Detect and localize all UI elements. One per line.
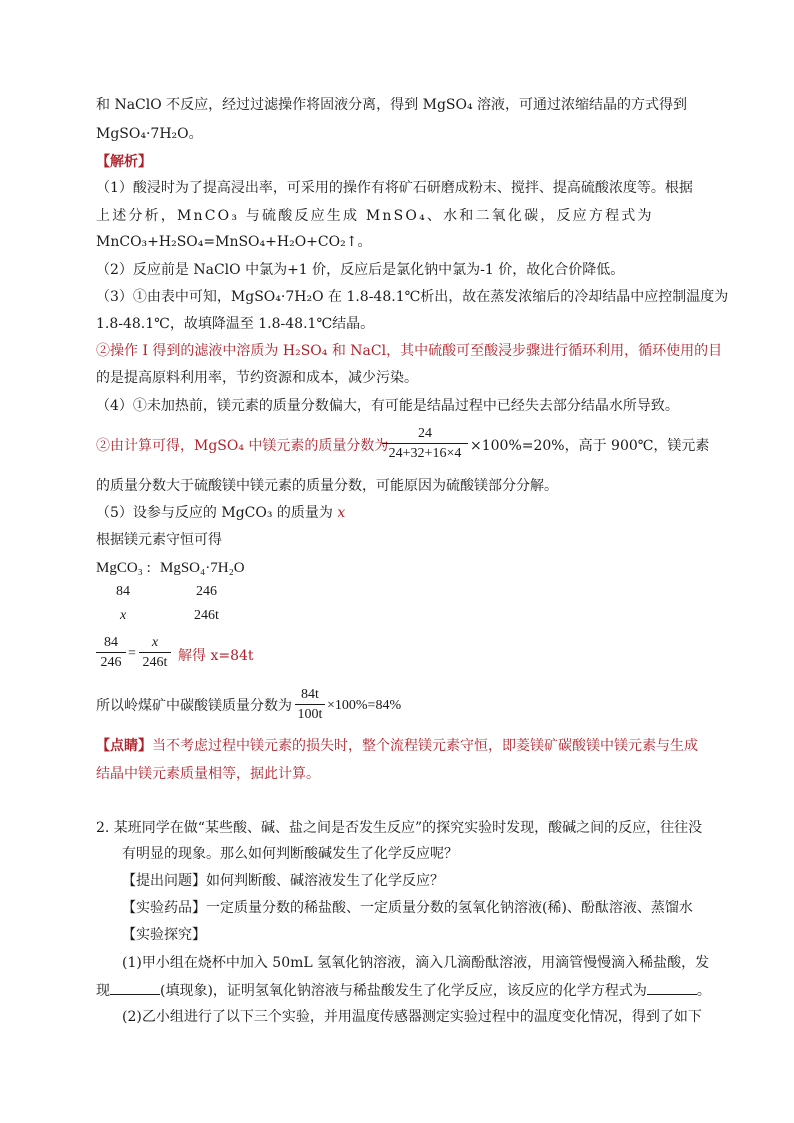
proportion-left-numerator: 84 — [104, 635, 118, 650]
analysis-p3b-line-2: 的是提高原料利用率，节约资源和成本，减少污染。 — [96, 370, 418, 386]
answer-blank-phenomenon[interactable] — [110, 980, 160, 995]
result-prefix: 所以岭煤矿中碳酸镁质量分数为 — [96, 698, 292, 714]
result-suffix: ×100%=84% — [327, 698, 402, 713]
analysis-p3b-line-1: ②操作 I 得到的滤液中溶质为 H₂SO₄ 和 NaCl，其中硫酸可至酸浸步骤进行循环利用，循环使用的目 — [96, 343, 723, 359]
solve-result: 解得 x=84t — [178, 648, 254, 664]
tip-line-2: 结晶中镁元素质量相等，据此计算。 — [96, 766, 320, 782]
proportion-fraction-left — [96, 634, 126, 671]
analysis-p5-line-1 — [96, 503, 345, 523]
result-fraction — [295, 686, 325, 723]
question-2-step1-line-2 — [96, 980, 711, 1001]
analysis-p4b-suffix: ×100%=20%，高于 900℃，镁元素 — [470, 438, 710, 454]
relation-x-var: x — [120, 608, 127, 623]
proportion-left-denominator: 246 — [100, 655, 122, 670]
step1-text-c: 。 — [696, 983, 711, 999]
analysis-p5-line-2: 根据镁元素守恒可得 — [96, 532, 222, 548]
fraction-denominator: 24+32+16×4 — [388, 446, 462, 461]
analysis-p3-line-2: 1.8-48.1℃，故填降温至 1.8-48.1℃结晶。 — [96, 316, 375, 332]
proportion-x: x — [151, 635, 159, 650]
question-2-reagents: 【实验药品】一定质量分数的稀盐酸、一定质量分数的氢氧化钠溶液(稀)、酚酞溶液、蒸馏水 — [122, 900, 693, 916]
analysis-header: 【解析】 — [96, 154, 152, 170]
fraction-bar — [139, 652, 171, 653]
fraction-bar — [96, 652, 126, 653]
analysis-p4: （4）①未加热前，镁元素的质量分数偏大，有可能是结晶过程中已经失去部分结晶水所导致。 — [96, 398, 679, 414]
step1-text-a: 现 — [96, 983, 110, 999]
analysis-p4b-line-2: 的质量分数大于硫酸镁中镁元素的质量分数，可能原因为硫酸镁部分分解。 — [96, 478, 558, 494]
relation-right: MgSO₄·7H₂O — [160, 560, 245, 576]
question-2-step2-line-1: (2)乙小组进行了以下三个实验，并用温度传感器测定实验过程中的温度变化情况，得到了如下 — [122, 1009, 702, 1025]
analysis-p3-line-1: （3）①由表中可知，MgSO₄·7H₂O 在 1.8-48.1℃析出，故在蒸发浓缩后的冷却结晶中应控制温度为 — [96, 289, 729, 305]
analysis-p4b-prefix: ②由计算可得，MgSO₄ 中镁元素的质量分数为 — [96, 438, 389, 454]
result-numerator: 84t — [301, 687, 319, 702]
question-2-explore-header: 【实验探究】 — [122, 927, 206, 943]
result-denominator: 100t — [297, 707, 323, 722]
question-2-problem: 【提出问题】如何判断酸、碱溶液发生了化学反应？ — [122, 873, 444, 889]
analysis-p1-line-2: 上述分析，MnCO₃ 与硫酸反应生成 MnSO₄、水和二氧化碳，反应方程式为 — [96, 208, 654, 224]
intro-line-1: 和 NaClO 不反应，经过过滤操作将固液分离，得到 MgSO₄ 溶液，可通过浓缩结晶的方式得到 — [96, 97, 688, 113]
fraction-numerator: 24 — [418, 426, 432, 441]
relation-left: MgCO₃ : — [96, 560, 151, 576]
tip-text-1: 当不考虑过程中镁元素的损失时，整个流程镁元素守恒，即菱镁矿碳酸镁中镁元素与生成 — [152, 738, 698, 754]
variable-x: x — [337, 505, 346, 521]
analysis-p5-prefix: （5）设参与反应的 MgCO₃ 的质量为 — [96, 505, 338, 521]
intro-line-2: MgSO₄·7H₂O。 — [96, 126, 203, 142]
answer-blank-equation[interactable] — [647, 980, 697, 995]
analysis-p1-line-3: MnCO₃+H₂SO₄=MnSO₄+H₂O+CO₂↑。 — [96, 234, 372, 250]
fraction-bar — [295, 704, 325, 705]
fraction-bar — [382, 443, 468, 444]
analysis-p1-line-1: （1）酸浸时为了提高浸出率，可采用的操作有将矿石研磨成粉末、搅拌、提高硫酸浓度等。根据 — [96, 180, 693, 196]
relation-y: 246t — [194, 608, 219, 623]
analysis-p2: （2）反应前是 NaClO 中氯为+1 价，反应后是氯化钠中氯为-1 价，故化合价降低。 — [96, 262, 625, 278]
relation-mass-2: 246 — [196, 584, 217, 599]
proportion-right-denominator: 246t — [142, 655, 168, 670]
question-2-line-1: 2. 某班同学在做“某些酸、碱、盐之间是否发生反应”的探究实验时发现，酸碱之间的反应，往往没 — [96, 820, 703, 836]
question-2-line-2: 有明显的现象。那么如何判断酸碱发生了化学反应呢？ — [122, 846, 458, 862]
question-2-step1-line-1: (1)甲小组在烧杯中加入 50mL 氢氧化钠溶液，滴入几滴酚酞溶液，用滴管慢慢滴入稀盐酸，发 — [122, 955, 710, 971]
relation-mass-1: 84 — [116, 584, 130, 599]
tip-line-1 — [96, 736, 698, 756]
mass-fraction-formula — [382, 425, 468, 462]
relation-x — [120, 606, 126, 626]
step1-text-b: (填现象)，证明氢氧化钠溶液与稀盐酸发生了化学反应，该反应的化学方程式为 — [160, 983, 647, 999]
proportion-equals: = — [128, 646, 136, 661]
proportion-right-numerator — [139, 634, 171, 651]
tip-header: 【点睛】 — [96, 738, 152, 754]
proportion-fraction-right — [139, 634, 171, 671]
